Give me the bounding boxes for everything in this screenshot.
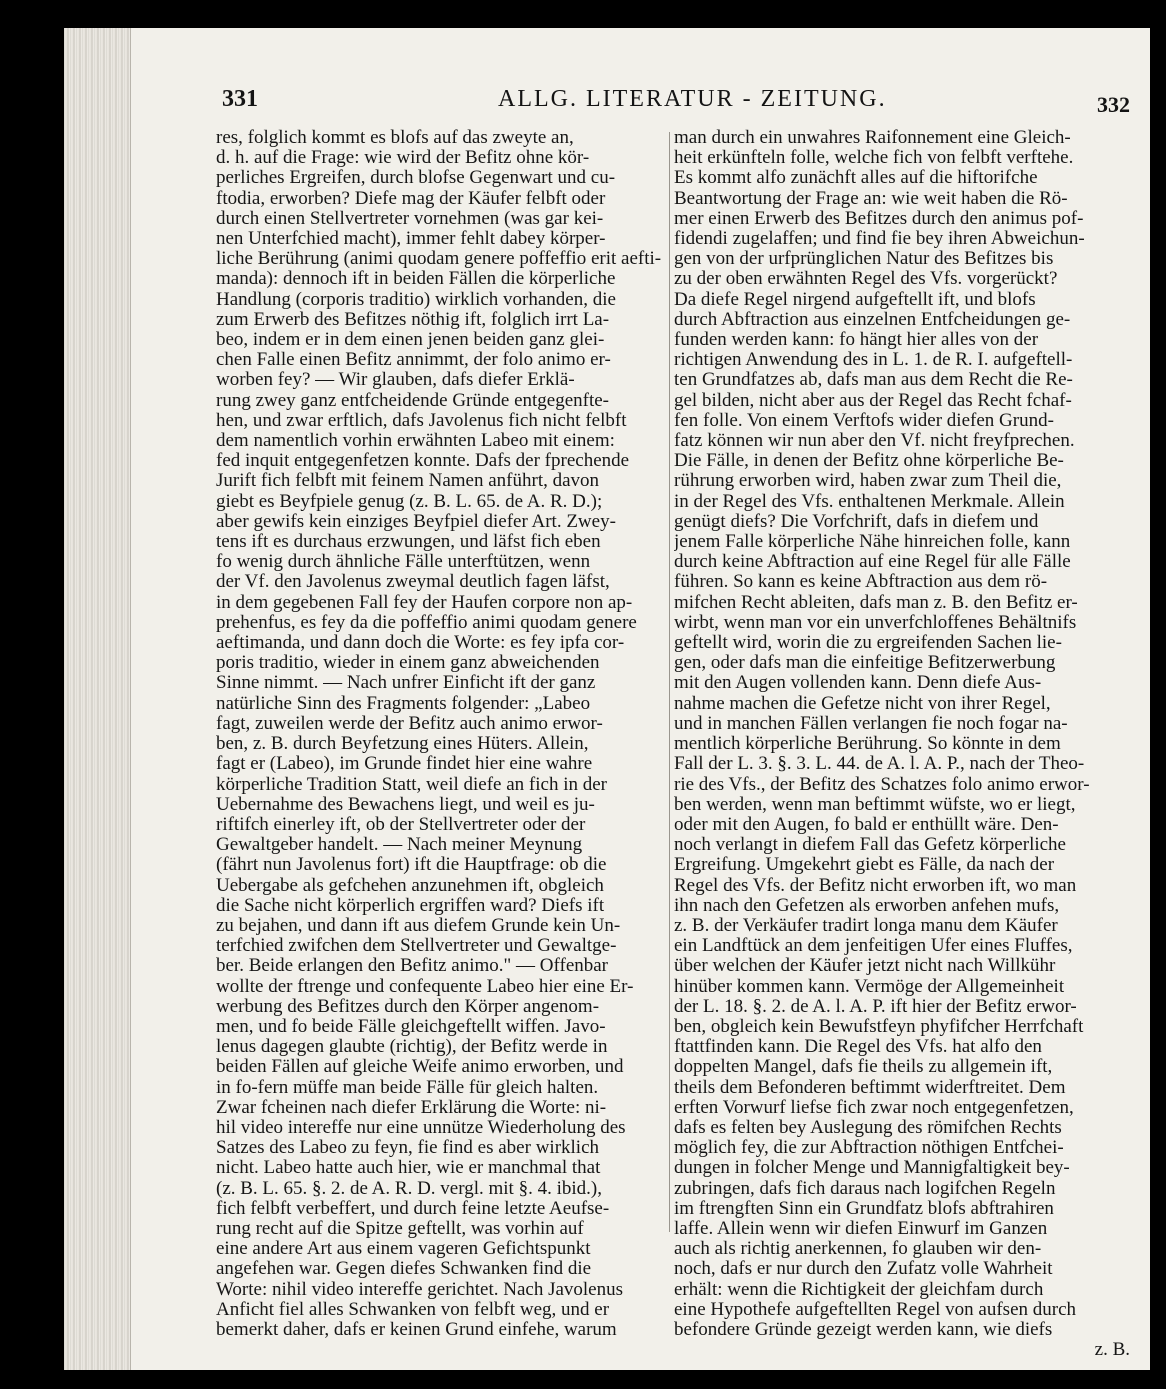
text-line: geftellt wird, worin die zu ergreifenden Sachen lie- bbox=[674, 633, 1062, 654]
text-line: Uebernahme des Bewachens liegt, und weil es ju- bbox=[216, 794, 595, 815]
text-line: zum Erwerb des Befitzes nöthig ift, folglich irrt La- bbox=[216, 309, 610, 330]
text-line: ihn nach den Gefetzen als erworben anfehen mufs, bbox=[674, 895, 1060, 916]
text-line: Anficht fiel alles Schwanken von felbft weg, und er bbox=[216, 1299, 610, 1320]
text-line: Ergreifung. Umgekehrt giebt es Fälle, da nach der bbox=[674, 855, 1055, 876]
text-line: heit erkünfteln folle, welche fich von felbft verftehe. bbox=[674, 148, 1074, 169]
text-line: fich felbft verbeffert, und durch feine letzte Aeufse- bbox=[216, 1198, 610, 1219]
text-line: lenus dagegen glaubte (richtig), der Befitz werde in bbox=[216, 1037, 608, 1058]
text-line: mifchen Recht ableiten, dafs man z. B. den Befitz er- bbox=[674, 592, 1078, 613]
text-line: eine Hypothefe aufgeftellten Regel von aufsen durch bbox=[674, 1299, 1077, 1320]
text-line: Sinne nimmt. — Nach unfrer Einficht ift der ganz bbox=[216, 673, 596, 694]
text-line: oder mit den Augen, fo bald er enthüllt wäre. Den- bbox=[674, 814, 1059, 835]
text-line: aber gewifs kein einziges Beyfpiel diefer Art. Zwey- bbox=[216, 511, 616, 532]
text-line: theils dem Befonderen beftimmt widerftreitet. Dem bbox=[674, 1077, 1066, 1098]
text-line: durch keine Abftraction auf eine Regel für alle Fälle bbox=[674, 552, 1071, 573]
text-line: noch, dafs er nur durch den Zufatz volle Wahrheit bbox=[674, 1259, 1053, 1280]
text-line: worben fey? — Wir glauben, dafs diefer Erklä- bbox=[216, 370, 575, 391]
text-line: ftodia, erworben? Diefe mag der Käufer felbft oder bbox=[216, 188, 606, 209]
text-line: Da diefe Regel nirgend aufgeftellt ift, und blofs bbox=[674, 289, 1036, 310]
text-line: dem namentlich vorhin erwähnten Labeo mit einem: bbox=[216, 431, 615, 452]
text-line: z. B. bbox=[1094, 1340, 1130, 1361]
text-line: laffe. Allein wenn wir diefen Einwurf im Ganzen bbox=[674, 1218, 1048, 1239]
text-line: manda): dennoch ift in beiden Fällen die körperliche bbox=[216, 269, 616, 290]
text-line: (fährt nun Javolenus fort) ift die Hauptfrage: ob die bbox=[216, 855, 607, 876]
text-line: ein Landftück an dem jenfeitigen Ufer eines Fluffes, bbox=[674, 936, 1073, 957]
text-line: perliches Ergreifen, durch blofse Gegenwart und cu- bbox=[216, 168, 616, 189]
text-line: der L. 18. §. 2. de A. l. A. P. ift hier der Befitz erwor- bbox=[674, 996, 1077, 1017]
text-line: terfchied zwifchen dem Stellvertreter und Gewaltge- bbox=[216, 936, 617, 957]
text-line: zu der oben erwähnten Regel des Vfs. vorgerückt? bbox=[674, 269, 1058, 290]
text-line: giebt es Beyfpiele genug (z. B. L. 65. de A. R. D.); bbox=[216, 491, 603, 512]
text-line: res, folglich kommt es blofs auf das zweyte an, bbox=[216, 128, 574, 148]
text-line: wirbt, wenn man vor ein unverfchloffenes Behältnifs bbox=[674, 612, 1077, 633]
text-line: z. B. der Verkäufer tradirt longa manu dem Käufer bbox=[674, 915, 1058, 936]
left-column bbox=[216, 128, 666, 1340]
text-line: fed inquit entgegenfetzen konnte. Dafs der fprechende bbox=[216, 451, 630, 472]
text-line: dungen in folcher Menge und Mannigfaltigkeit bey- bbox=[674, 1158, 1070, 1179]
text-line: die Sache nicht körperlich ergriffen ward? Diefs ift bbox=[216, 895, 605, 916]
text-line: rung zwey ganz entfcheidende Gründe entgegenfte- bbox=[216, 390, 610, 411]
text-line: ben, obgleich kein Bewufstfeyn phyfifcher Herrfchaft bbox=[674, 1016, 1084, 1037]
text-line: aeftimanda, und dann doch die Worte: es fey ipfa cor- bbox=[216, 633, 625, 654]
page-number-left: 331 bbox=[222, 86, 258, 112]
text-line: genügt diefs? Die Vorfchrift, dafs in diefem und bbox=[674, 511, 1039, 532]
text-line: mer einen Erwerb des Befitzes durch den animus pof- bbox=[674, 208, 1084, 229]
text-line: ftattfinden kann. Die Regel des Vfs. hat alfo den bbox=[674, 1037, 1042, 1058]
text-line: möglich fey, die zur Abftraction nöthigen Entfchei- bbox=[674, 1138, 1064, 1159]
text-line: tens ift es durchaus erzwungen, und läfst fich eben bbox=[216, 532, 601, 553]
text-line: poris traditio, wieder in einem ganz abweichenden bbox=[216, 653, 600, 674]
text-line: doppelten Mangel, dafs fie theils zu allgemein ift, bbox=[674, 1057, 1053, 1078]
text-line: (z. B. L. 65. §. 2. de A. R. D. vergl. mit §. 4. ibid.), bbox=[216, 1178, 602, 1199]
text-line: dafs es felten bey Auslegung des römifchen Rechts bbox=[674, 1117, 1062, 1138]
text-line: der Vf. den Javolenus zweymal deutlich fagen läfst, bbox=[216, 572, 610, 593]
running-title: ALLG. LITERATUR - ZEITUNG. bbox=[498, 86, 887, 112]
text-line: körperliche Tradition Statt, weil diefe an fich in der bbox=[216, 774, 607, 795]
text-line: beo, indem er in dem einen jenen beiden ganz glei- bbox=[216, 330, 605, 351]
text-line: richtigen Anwendung des in L. 1. de R. I. aufgeftell- bbox=[674, 350, 1073, 371]
text-line: natürliche Sinn des Fragments folgender: „Labeo bbox=[216, 693, 591, 714]
text-line: man durch ein unwahres Raifonnement eine Gleich- bbox=[674, 128, 1071, 148]
text-line: gen von der urfprünglichen Natur des Befitzes bis bbox=[674, 249, 1054, 270]
text-line: Satzes des Labeo zu feyn, fie find es aber wirklich bbox=[216, 1138, 600, 1159]
text-line: bemerkt daher, dafs er keinen Grund einfehe, warum bbox=[216, 1319, 617, 1340]
text-line: ten Grundfatzes ab, dafs man aus dem Recht die Re- bbox=[674, 370, 1073, 391]
page-header bbox=[210, 82, 1130, 122]
text-line: erhält: wenn die Richtigkeit der gleichfam durch bbox=[674, 1279, 1044, 1300]
text-line: in fo-fern müffe man beide Fälle für gleich halten. bbox=[216, 1077, 599, 1098]
text-line: men, und fo beide Fälle gleichgeftellt wiffen. Javo- bbox=[216, 1016, 606, 1037]
text-line: erften Vorwurf liefse fich zwar noch entgegenfetzen, bbox=[674, 1097, 1074, 1118]
text-line: ber. Beide erlangen den Befitz animo." — Offenbar bbox=[216, 956, 609, 977]
text-line: Jurift fich felbft mit feinem Namen anführt, davon bbox=[216, 471, 600, 492]
text-line: Handlung (corporis traditio) wirklich vorhanden, die bbox=[216, 289, 616, 310]
text-line: mit den Augen vollenden kann. Denn diefe Aus- bbox=[674, 673, 1042, 694]
text-line: chen Falle einen Befitz annimmt, der folo animo er- bbox=[216, 350, 611, 371]
text-line: angefehen war. Gegen diefes Schwanken find die bbox=[216, 1259, 592, 1280]
text-line: beiden Fällen auf gleiche Weife animo erworben, und bbox=[216, 1057, 624, 1078]
text-line: in dem gegebenen Fall fey der Haufen corpore non ap- bbox=[216, 592, 633, 613]
text-line: mentlich körperliche Berührung. So könnte in dem bbox=[674, 734, 1061, 755]
text-line: noch verlangt in diefem Fall das Gefetz körperliche bbox=[674, 835, 1066, 856]
text-line: fatz können wir nun aber den Vf. nicht freyfprechen. bbox=[674, 431, 1075, 452]
text-line: Zwar fcheinen nach diefer Erklärung die Worte: ni- bbox=[216, 1097, 607, 1118]
text-line: wollte der ftrenge und confequente Labeo hier eine Er- bbox=[216, 976, 634, 997]
text-line: jenem Falle körperliche Nähe hinreichen folle, kann bbox=[674, 532, 1071, 553]
text-line: rührung erworben wird, haben zwar zum Theil die, bbox=[674, 471, 1062, 492]
text-line: durch Abftraction aus einzelnen Entfcheidungen ge- bbox=[674, 309, 1071, 330]
text-line: hen, und zwar erftlich, dafs Javolenus fich nicht felbft bbox=[216, 410, 627, 431]
text-line: liche Berührung (animi quodam genere poffeffio erit aefti- bbox=[216, 249, 662, 270]
page-number-right: 332 bbox=[1097, 92, 1130, 117]
text-line: Beantwortung der Frage an: wie weit haben die Rö- bbox=[674, 188, 1068, 209]
text-line: Es kommt alfo zunächft alles auf die hiftorifche bbox=[674, 168, 1038, 189]
text-line: Gewaltgeber handelt. — Nach meiner Meynung bbox=[216, 835, 583, 856]
text-line: im ftrengften Sinn ein Grundfatz blofs abftrahiren bbox=[674, 1198, 1054, 1219]
text-line: fidendi zugelaffen; und find fie bey ihren Abweichun- bbox=[674, 229, 1085, 250]
text-line: zu bejahen, und dann ift aus diefem Grunde kein Un- bbox=[216, 915, 621, 936]
text-line: nicht. Labeo hatte auch hier, wie er manchmal that bbox=[216, 1158, 601, 1179]
text-line: eine andere Art aus einem vageren Gefichtspunkt bbox=[216, 1239, 591, 1260]
text-line: werbung des Befitzes durch den Körper angenom- bbox=[216, 996, 600, 1017]
text-line: riftifch einerley ift, ob der Stellvertreter oder der bbox=[216, 814, 586, 835]
text-line: ben werden, wenn man beftimmt wüfste, wo er liegt, bbox=[674, 794, 1076, 815]
text-line: funden werden kann: fo hängt hier alles von der bbox=[674, 330, 1039, 351]
text-line: ben, z. B. durch Beyfetzung eines Hüters. Allein, bbox=[216, 734, 589, 755]
text-line: gel bilden, nicht aber aus der Regel das Recht fchaf- bbox=[674, 390, 1072, 411]
text-line: führen. So kann es keine Abftraction aus dem rö- bbox=[674, 572, 1048, 593]
text-line: fen folle. Von einem Verftofs wider diefen Grund- bbox=[674, 410, 1054, 431]
text-line: Fall der L. 3. §. 3. L. 44. de A. l. A. P., nach der Theo- bbox=[674, 754, 1085, 775]
text-line: Regel des Vfs. der Befitz nicht erworben ift, wo man bbox=[674, 875, 1077, 896]
text-line: befondere Gründe gezeigt werden kann, wie diefs bbox=[674, 1319, 1053, 1340]
text-line: prehenfus, es fey da die poffeffio animi quodam genere bbox=[216, 612, 637, 633]
text-line: über welchen der Käufer jetzt nicht nach Willkühr bbox=[674, 956, 1056, 977]
right-column bbox=[674, 128, 1130, 1360]
text-line: d. h. auf die Frage: wie wird der Befitz ohne kör- bbox=[216, 148, 590, 169]
text-line: Die Fälle, in denen der Befitz ohne körperliche Be- bbox=[674, 451, 1064, 472]
text-line: gen, oder dafs man die einfeitige Befitzerwerbung bbox=[674, 653, 1056, 674]
text-line: Worte: nihil video intereffe gerichtet. Nach Javolenus bbox=[216, 1279, 624, 1300]
page-stack-edge bbox=[64, 28, 131, 1370]
text-line: Uebergabe als gefchehen anzunehmen ift, obgleich bbox=[216, 875, 604, 896]
text-line: zubringen, dafs fich daraus nach logifchen Regeln bbox=[674, 1178, 1056, 1199]
text-line: hil video intereffe nur eine unnütze Wiederholung des bbox=[216, 1117, 626, 1138]
text-line: nen Unterfchied macht), immer fehlt dabey körper- bbox=[216, 229, 606, 250]
text-line: fagt, zuweilen werde der Befitz auch animo erwor- bbox=[216, 713, 603, 734]
text-line: auch als richtig anerkennen, fo glauben wir den- bbox=[674, 1239, 1042, 1260]
text-line: durch einen Stellvertreter vornehmen (was gar kei- bbox=[216, 208, 604, 229]
text-line: in der Regel des Vfs. enthaltenen Merkmale. Allein bbox=[674, 491, 1065, 512]
text-line: rung recht auf die Spitze geftellt, was vorhin auf bbox=[216, 1218, 584, 1239]
text-line: fo wenig durch ähnliche Fälle unterftützen, wenn bbox=[216, 552, 591, 573]
text-line: fagt er (Labeo), im Grunde findet hier eine wahre bbox=[216, 754, 593, 775]
text-line: und in manchen Fällen verlangen fie noch fogar na- bbox=[674, 713, 1068, 734]
text-line: hinüber kommen kann. Vermöge der Allgemeinheit bbox=[674, 976, 1065, 997]
column-divider bbox=[669, 132, 670, 1232]
text-line: rie des Vfs., der Befitz des Schatzes folo animo erwor- bbox=[674, 774, 1090, 795]
text-line: nahme machen die Gefetze nicht von ihrer Regel, bbox=[674, 693, 1051, 714]
